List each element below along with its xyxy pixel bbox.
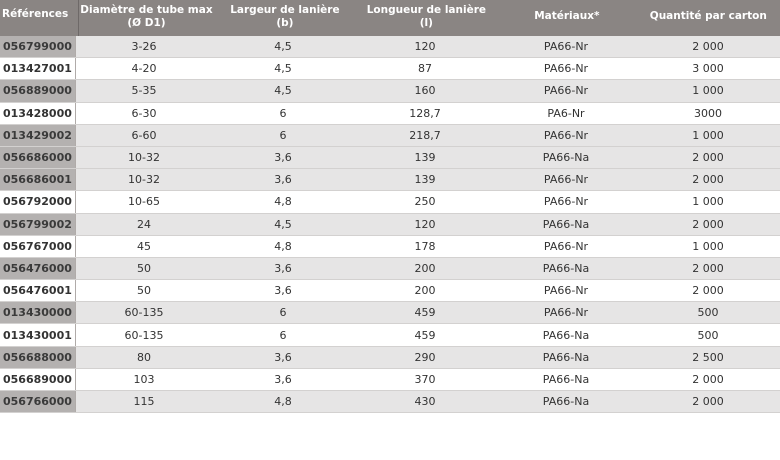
quantite-cell: 2 000 [692,395,724,409]
materiaux-cell: PA66-Na [542,395,590,409]
quantite-cell: 2 500 [692,350,724,364]
table-row [0,58,780,80]
materiaux-cell: PA66-Na [542,350,590,364]
header-longueur: Longueur de lanière (l) [366,4,486,29]
materiaux-cell: PA66-Nr [543,62,589,76]
quantite-cell: 1 000 [692,195,724,209]
quantite-cell: 500 [697,328,719,342]
diametre-cell: 5-35 [131,84,157,98]
table-header [0,0,780,36]
row-values [76,147,780,168]
materiaux-cell: PA66-Nr [543,128,589,142]
largeur-cell: 4,8 [274,195,292,209]
largeur-cell: 4,5 [274,84,292,98]
reference-cell: 056476001 [0,280,76,301]
table-row [0,258,780,280]
reference-cell: 056689000 [0,369,76,390]
materiaux-cell: PA66-Nr [543,195,589,209]
table-row [0,280,780,302]
materiaux-cell: PA66-Nr [543,306,589,320]
row-values [76,302,780,323]
longueur-cell: 87 [418,62,432,76]
quantite-cell: 1 000 [692,128,724,142]
row-values [76,36,780,57]
diametre-cell: 80 [137,350,151,364]
reference-cell: 056792000 [0,191,76,212]
reference-cell: 013430000 [0,302,76,323]
reference-cell: 056476000 [0,258,76,279]
materiaux-cell: PA66-Nr [543,239,589,253]
largeur-cell: 4,5 [274,62,292,76]
quantite-cell: 1 000 [692,239,724,253]
longueur-cell: 178 [414,239,436,253]
diametre-cell: 24 [137,217,151,231]
header-quantite: Quantité par carton [649,10,767,22]
materiaux-cell: PA66-Nr [543,173,589,187]
largeur-cell: 4,5 [274,40,292,54]
table-row [0,147,780,169]
reference-cell: 013428000 [0,103,76,124]
diametre-cell: 45 [137,239,151,253]
table-row [0,369,780,391]
quantite-cell: 3000 [694,106,722,120]
row-values [76,191,780,212]
diametre-cell: 3-26 [131,40,157,54]
materiaux-cell: PA66-Na [542,261,590,275]
table-body [0,36,780,413]
diametre-cell: 50 [137,284,151,298]
header-largeur: Largeur de lanière (b) [230,4,340,29]
largeur-cell: 4,8 [274,239,292,253]
quantite-cell: 2 000 [692,372,724,386]
longueur-cell: 139 [414,173,436,187]
reference-cell: 056889000 [0,80,76,101]
diametre-cell: 10-32 [128,151,160,165]
quantite-cell: 1 000 [692,84,724,98]
largeur-cell: 6 [279,106,287,120]
longueur-cell: 250 [414,195,436,209]
table-row [0,80,780,102]
longueur-cell: 139 [414,151,436,165]
reference-cell: 056688000 [0,347,76,368]
reference-cell: 056799000 [0,36,76,57]
quantite-cell: 3 000 [692,62,724,76]
longueur-cell: 218,7 [409,128,441,142]
table-row [0,103,780,125]
materiaux-cell: PA66-Nr [543,84,589,98]
table-row [0,236,780,258]
table-row [0,191,780,213]
header-references: Références [2,8,69,20]
longueur-cell: 459 [414,306,436,320]
longueur-cell: 430 [414,395,436,409]
materiaux-cell: PA66-Na [542,151,590,165]
row-values [76,258,780,279]
reference-cell: 056799002 [0,214,76,235]
largeur-cell: 3,6 [274,173,292,187]
row-values [76,80,780,101]
row-values [76,103,780,124]
diametre-cell: 6-30 [131,106,157,120]
table-row [0,125,780,147]
quantite-cell: 2 000 [692,261,724,275]
largeur-cell: 6 [279,306,287,320]
largeur-cell: 3,6 [274,372,292,386]
materiaux-cell: PA6-Nr [547,106,585,120]
row-values [76,125,780,146]
quantite-cell: 2 000 [692,284,724,298]
quantite-cell: 2 000 [692,151,724,165]
reference-cell: 056767000 [0,236,76,257]
longueur-cell: 160 [414,84,436,98]
diametre-cell: 60-135 [124,328,164,342]
longueur-cell: 128,7 [409,106,441,120]
header-diametre: Diamètre de tube max (Ø D1) [78,0,214,36]
diametre-cell: 50 [137,261,151,275]
row-values [76,280,780,301]
reference-cell: 013430001 [0,324,76,345]
table-row [0,347,780,369]
largeur-cell: 3,6 [274,350,292,364]
largeur-cell: 3,6 [274,284,292,298]
largeur-cell: 4,8 [274,395,292,409]
longueur-cell: 120 [414,217,436,231]
diametre-cell: 115 [133,395,155,409]
largeur-cell: 3,6 [274,151,292,165]
row-values [76,324,780,345]
quantite-cell: 2 000 [692,40,724,54]
reference-cell: 013427001 [0,58,76,79]
materiaux-cell: PA66-Nr [543,40,589,54]
diametre-cell: 10-32 [128,173,160,187]
largeur-cell: 6 [279,128,287,142]
diametre-cell: 6-60 [131,128,157,142]
diametre-cell: 60-135 [124,306,164,320]
longueur-cell: 120 [414,40,436,54]
row-values [76,169,780,190]
reference-cell: 056686000 [0,147,76,168]
longueur-cell: 200 [414,261,436,275]
quantite-cell: 2 000 [692,173,724,187]
reference-cell: 056686001 [0,169,76,190]
diametre-cell: 4-20 [131,62,157,76]
largeur-cell: 3,6 [274,261,292,275]
materiaux-cell: PA66-Nr [543,284,589,298]
row-values [76,214,780,235]
row-values [76,391,780,412]
table-row [0,302,780,324]
table-row [0,169,780,191]
quantite-cell: 500 [697,306,719,320]
largeur-cell: 4,5 [274,217,292,231]
row-values [76,347,780,368]
materiaux-cell: PA66-Na [542,217,590,231]
longueur-cell: 290 [414,350,436,364]
longueur-cell: 459 [414,328,436,342]
materiaux-cell: PA66-Na [542,328,590,342]
reference-cell: 056766000 [0,391,76,412]
largeur-cell: 6 [279,328,287,342]
table-row [0,214,780,236]
header-materiaux: Matériaux* [534,10,600,22]
table-row [0,391,780,413]
longueur-cell: 200 [414,284,436,298]
row-values [76,236,780,257]
table-row [0,324,780,346]
reference-cell: 013429002 [0,125,76,146]
diametre-cell: 10-65 [128,195,160,209]
quantite-cell: 2 000 [692,217,724,231]
row-values [76,369,780,390]
row-values [76,58,780,79]
materiaux-cell: PA66-Na [542,372,590,386]
diametre-cell: 103 [133,372,155,386]
table-row [0,36,780,58]
longueur-cell: 370 [414,372,436,386]
